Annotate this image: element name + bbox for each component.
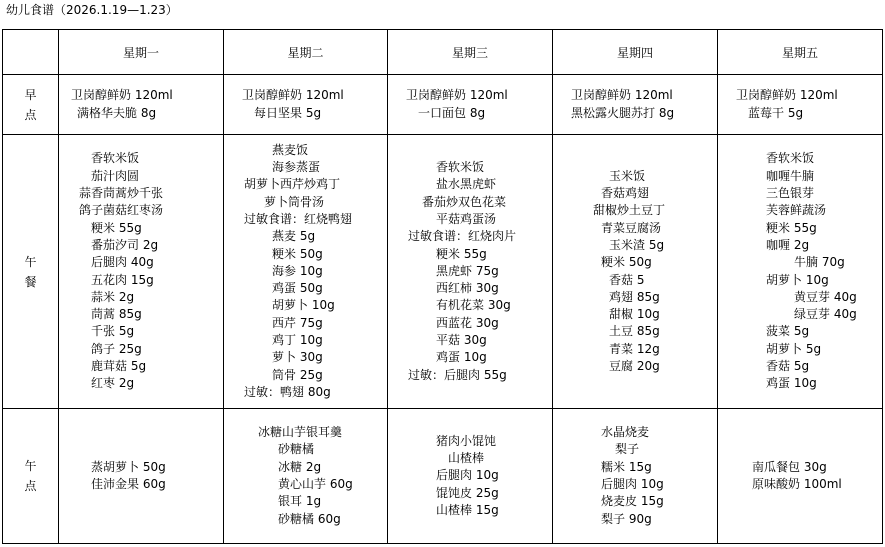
menu-item: 香软米饭 — [91, 151, 140, 166]
menu-item: 粳米 55g — [766, 220, 817, 235]
menu-item: 香菇鸡翅 — [601, 186, 650, 201]
menu-item: 馄饨皮 25g — [436, 485, 499, 500]
menu-item: 卫岗醇鲜奶 120ml — [71, 88, 173, 103]
menu-item: 后腿肉 10g — [436, 468, 499, 483]
menu-item: 后腿肉 40g — [91, 255, 154, 270]
menu-item: 西红柿 30g — [436, 281, 499, 296]
meal-label-line: 午 — [24, 459, 37, 473]
menu-item: 胡萝卜 5g — [766, 341, 822, 356]
menu-item: 平菇 30g — [436, 333, 487, 348]
menu-item: 玉米饭 — [609, 168, 646, 183]
menu-item: 三色银芽 — [766, 186, 815, 201]
menu-item: 冰糖 2g — [278, 459, 322, 474]
day-header: 星期一 — [59, 30, 224, 75]
menu-item: 甜椒炒土豆丁 — [593, 203, 666, 218]
day-header: 星期三 — [388, 30, 553, 75]
menu-item: 蒸胡萝卜 50g — [91, 459, 166, 474]
menu-item: 萝卜筒骨汤 — [264, 194, 325, 209]
menu-item: 过敏：后腿肉 55g — [408, 367, 507, 382]
day-header: 星期四 — [553, 30, 718, 75]
menu-cell — [553, 409, 718, 544]
menu-item: 南瓜餐包 30g — [752, 459, 827, 474]
menu-item: 满格华夫脆 8g — [77, 105, 157, 120]
menu-item: 黄心山芋 60g — [278, 477, 353, 491]
menu-cell — [224, 75, 388, 135]
menu-item: 牛腩 70g — [794, 255, 845, 270]
meal-label — [3, 75, 59, 135]
menu-item: 甜椒 10g — [609, 307, 660, 322]
menu-item: 胡萝卜 10g — [766, 272, 829, 287]
menu-item: 粳米 55g — [91, 220, 142, 235]
menu-item: 海参 10g — [272, 263, 323, 278]
meal-row-afternoon — [3, 409, 883, 544]
menu-item: 一口面包 8g — [418, 105, 486, 120]
menu-item: 鸽子 25g — [91, 341, 142, 356]
menu-item: 五花肉 15g — [91, 272, 154, 287]
page-title: 幼儿食谱（2026.1.19—1.23） — [6, 3, 178, 17]
meal-row-lunch — [3, 135, 883, 409]
menu-item: 佳沛金果 60g — [91, 477, 166, 491]
menu-item: 粳米 50g — [272, 246, 323, 261]
menu-item: 每日坚果 5g — [254, 105, 322, 120]
menu-item: 筒骨 25g — [272, 367, 323, 382]
menu-item: 过敏食谱：红烧肉片 — [408, 229, 517, 244]
menu-item: 萝卜 30g — [272, 350, 323, 365]
day-header: 星期二 — [224, 30, 388, 75]
menu-table — [2, 29, 883, 544]
menu-cell — [718, 75, 883, 135]
menu-item: 梨子 90g — [601, 511, 652, 526]
menu-item: 过敏：鸭翅 80g — [244, 384, 331, 399]
menu-item: 鸡蛋 10g — [436, 350, 487, 365]
menu-item: 猪肉小馄饨 — [436, 433, 497, 448]
menu-item: 绿豆芽 40g — [794, 307, 857, 322]
menu-item: 香菇 5g — [766, 358, 810, 373]
menu-item: 豆腐 20g — [609, 358, 660, 373]
menu-item: 粳米 55g — [436, 246, 487, 261]
menu-item: 红枣 2g — [91, 376, 135, 391]
meal-label — [3, 409, 59, 544]
menu-item: 西芹 75g — [272, 315, 323, 330]
menu-item: 鸡蛋 50g — [272, 281, 323, 296]
menu-cell — [553, 75, 718, 135]
menu-item: 海参蒸蛋 — [272, 160, 321, 175]
menu-item: 砂糖橘 — [278, 442, 315, 457]
meal-label-line: 点 — [24, 479, 37, 493]
meal-row-breakfast — [3, 75, 883, 135]
menu-cell — [718, 409, 883, 544]
menu-item: 鸽子菌菇红枣汤 — [79, 203, 164, 218]
menu-item: 蒜米 2g — [91, 289, 135, 304]
menu-item: 燕麦饭 — [272, 142, 309, 157]
menu-item: 香软米饭 — [766, 151, 815, 166]
menu-cell — [388, 75, 553, 135]
menu-item: 银耳 1g — [278, 494, 322, 509]
menu-item: 黑松露火腿苏打 8g — [571, 105, 675, 120]
menu-item: 卫岗醇鲜奶 120ml — [406, 88, 508, 103]
menu-item: 胡萝卜 10g — [272, 298, 335, 313]
menu-item: 玉米渣 5g — [609, 237, 665, 252]
menu-item: 鸡翅 85g — [609, 289, 660, 304]
meal-label-line: 午 — [24, 254, 37, 269]
menu-item: 后腿肉 10g — [601, 477, 664, 491]
menu-item: 芙蓉鲜蔬汤 — [766, 203, 827, 218]
menu-item: 西蓝花 30g — [436, 315, 499, 330]
menu-cell — [59, 75, 224, 135]
menu-item: 有机花菜 30g — [436, 298, 511, 313]
menu-item: 香软米饭 — [436, 160, 485, 175]
menu-item: 燕麦 5g — [272, 229, 316, 244]
menu-item: 咖喱 2g — [766, 237, 810, 252]
menu-cell — [224, 135, 388, 409]
menu-item: 粳米 50g — [601, 255, 652, 270]
menu-item: 冰糖山芋银耳羹 — [258, 425, 343, 440]
menu-item: 番茄炒双色花菜 — [422, 194, 507, 209]
menu-item: 梨子 — [615, 442, 640, 457]
menu-item: 烧麦皮 15g — [601, 494, 664, 509]
menu-item: 菠菜 5g — [766, 324, 810, 339]
menu-item: 卫岗醇鲜奶 120ml — [242, 88, 344, 103]
menu-item: 黄豆芽 40g — [794, 289, 857, 304]
menu-item: 盐水黑虎虾 — [436, 177, 497, 192]
menu-item: 蓝莓干 5g — [748, 105, 804, 120]
menu-item: 茼蒿 85g — [91, 307, 142, 322]
menu-item: 咖喱牛腩 — [766, 168, 815, 183]
menu-cell — [224, 409, 388, 544]
meal-label-line: 点 — [24, 107, 37, 122]
menu-cell — [388, 135, 553, 409]
menu-item: 番茄汐司 2g — [91, 237, 159, 252]
menu-item: 水晶烧麦 — [601, 425, 650, 440]
menu-item: 糯米 15g — [601, 459, 652, 474]
menu-item: 卫岗醇鲜奶 120ml — [736, 88, 838, 103]
menu-item: 青菜豆腐汤 — [601, 220, 662, 235]
corner-cell — [3, 30, 59, 75]
meal-label-line: 早 — [24, 87, 37, 102]
menu-item: 鹿茸菇 5g — [91, 358, 147, 373]
menu-item: 山楂棒 15g — [436, 502, 499, 517]
menu-item: 黑虎虾 75g — [436, 263, 499, 278]
menu-item: 平菇鸡蛋汤 — [436, 211, 497, 226]
header-row — [3, 30, 883, 75]
menu-item: 胡萝卜西芹炒鸡丁 — [244, 177, 341, 192]
meal-label-line: 餐 — [24, 274, 37, 289]
menu-item: 过敏食谱：红烧鸭翅 — [244, 211, 353, 226]
menu-cell — [718, 135, 883, 409]
menu-item: 鸡蛋 10g — [766, 376, 817, 391]
day-header: 星期五 — [718, 30, 883, 75]
menu-item: 茄汁肉圆 — [91, 168, 140, 183]
menu-item: 卫岗醇鲜奶 120ml — [571, 88, 673, 103]
menu-item: 山楂棒 — [448, 451, 485, 466]
menu-cell — [553, 135, 718, 409]
menu-item: 蒜香茼蒿炒千张 — [79, 186, 164, 201]
menu-item: 千张 5g — [91, 324, 135, 339]
menu-item: 香菇 5 — [609, 272, 645, 287]
menu-item: 青菜 12g — [609, 341, 660, 356]
menu-item: 土豆 85g — [609, 324, 660, 339]
menu-item: 原味酸奶 100ml — [752, 477, 842, 491]
menu-cell — [388, 409, 553, 544]
menu-item: 砂糖橘 60g — [278, 511, 341, 526]
menu-cell — [59, 409, 224, 544]
meal-label — [3, 135, 59, 409]
menu-cell — [59, 135, 224, 409]
menu-item: 鸡丁 10g — [272, 333, 323, 348]
